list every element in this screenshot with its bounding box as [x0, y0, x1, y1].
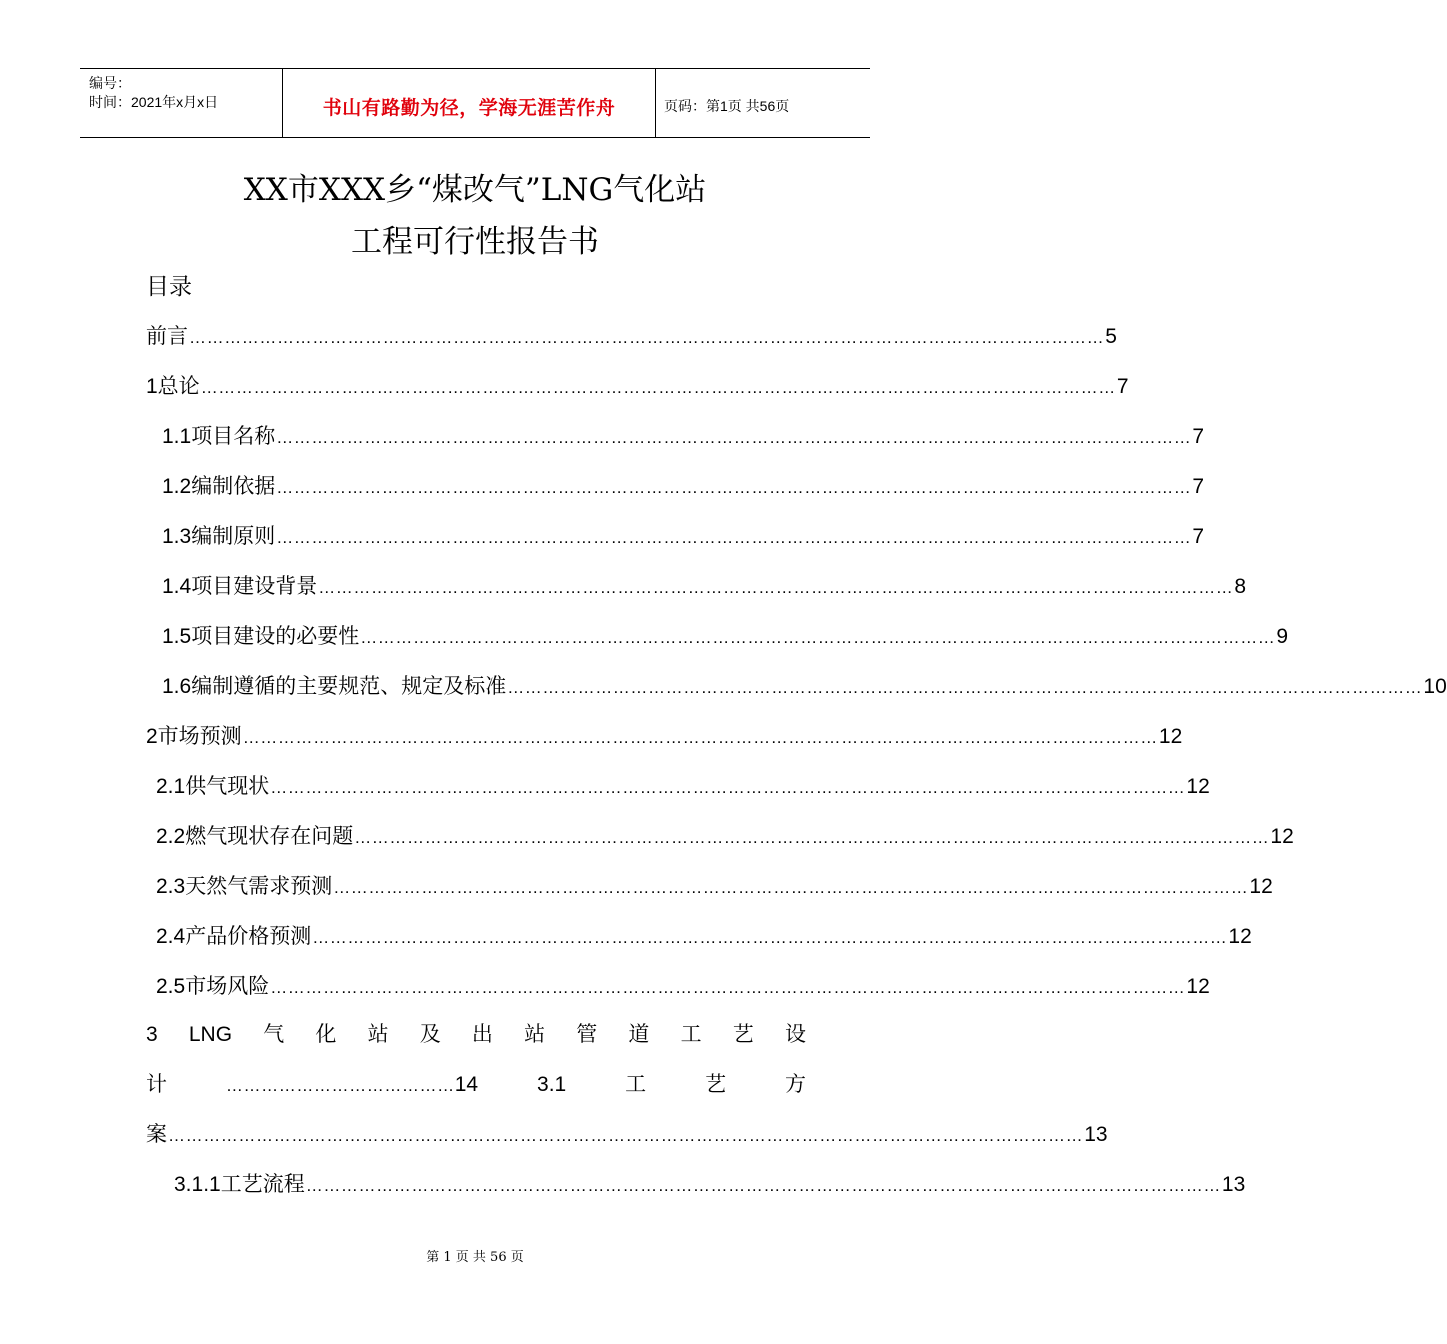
toc-entry-page: 7: [1192, 425, 1205, 448]
toc-char: 气: [263, 1022, 285, 1046]
toc-leader-dots: …………………………………………………………………………………………………………………………………………: [270, 778, 1186, 797]
code-label: 编号：: [89, 75, 131, 91]
document-title-line1: XX市XXX乡“煤改气”LNG气化站: [243, 172, 707, 208]
toc-entry-label: 2.5市场风险: [156, 975, 270, 998]
toc-entry-page: 9: [1276, 625, 1289, 648]
toc-heading: 目录: [146, 274, 192, 300]
toc-leader-dots: …………………………………………………………………………………………………………………………………………: [276, 528, 1192, 547]
toc-entry-page: 12: [1158, 725, 1183, 748]
toc-entry[interactable]: [162, 570, 1247, 600]
toc-entry-label: 1.1项目名称: [162, 425, 276, 448]
toc-entry-label: 1总论: [146, 375, 200, 398]
toc-char: 及: [419, 1022, 441, 1046]
toc-char: 化: [315, 1022, 337, 1046]
header-page-cell: [655, 69, 870, 137]
toc-entry[interactable]: [146, 720, 1183, 750]
toc-entry-label: 1.3编制原则: [162, 525, 276, 548]
toc-leader-dots: …………………………………………………………………………………………………………………………………………: [242, 728, 1158, 747]
toc-entry[interactable]: [146, 1118, 1108, 1148]
toc-entry-page: 7: [1116, 375, 1129, 398]
toc-entry-label: 2.2燃气现状存在问题: [156, 825, 354, 848]
toc-entry-label: 1.6编制遵循的主要规范、规定及标准: [162, 675, 507, 698]
toc-entry-page: 14: [454, 1073, 479, 1096]
toc-char: 3.1: [537, 1073, 567, 1096]
toc-entry-page: 12: [1186, 975, 1210, 998]
toc-char: 方: [784, 1072, 806, 1096]
toc-leader-dots: …………………………………………………………………………………………………………………………………………: [507, 678, 1423, 697]
toc-entry[interactable]: [156, 820, 1294, 850]
time-label: 时间：2021年x月x日: [89, 94, 219, 110]
toc-char: 艺: [705, 1072, 727, 1096]
toc-entry-label: 2.3天然气需求预测: [156, 875, 333, 898]
toc-leader-dots: …………………………………: [225, 1076, 455, 1095]
toc-char: 设: [784, 1022, 806, 1046]
toc-entry-label: 前言: [146, 325, 188, 348]
toc-char: 3: [146, 1023, 158, 1046]
page-footer: 第 1 页 共 56 页: [426, 1250, 524, 1265]
toc-entry[interactable]: [156, 970, 1210, 1000]
toc-entry-page: 10: [1423, 675, 1447, 698]
toc-char: 道: [628, 1022, 650, 1046]
toc-entry[interactable]: [162, 670, 1447, 700]
toc-char: 站: [524, 1022, 546, 1046]
toc-leader-dots: …………………………………………………………………………………………………………………………………………: [276, 478, 1192, 497]
page-info: 页码：第1页 共56页: [664, 98, 790, 114]
document-header: [80, 68, 870, 138]
toc-leader-dots: …………………………………………………………………………………………………………………………………………: [189, 328, 1105, 347]
toc-entry[interactable]: [146, 370, 1129, 400]
toc-char: 管: [576, 1022, 598, 1046]
toc-leader-dots: …………………………………………………………………………………………………………………………………………: [168, 1126, 1084, 1145]
toc-entry-page: 5: [1105, 325, 1117, 348]
toc-leader-dots: …………………………………………………………………………………………………………………………………………: [360, 628, 1276, 647]
toc-entry-wrapped-line1[interactable]: [146, 1018, 806, 1048]
toc-entry[interactable]: [156, 920, 1252, 950]
toc-entry[interactable]: [162, 420, 1205, 450]
toc-char: 艺: [732, 1022, 754, 1046]
toc-entry[interactable]: [162, 520, 1205, 550]
toc-entry-page: 12: [1270, 825, 1294, 848]
toc-entry-label: 1.4项目建设背景: [162, 575, 318, 598]
toc-entry-page: 13: [1221, 1173, 1246, 1196]
toc-entry-label: 1.2编制依据: [162, 475, 276, 498]
toc-char: 工: [680, 1022, 702, 1046]
toc-leader-dots: …………………………………………………………………………………………………………………………………………: [276, 428, 1192, 447]
toc-char: LNG: [188, 1023, 233, 1046]
document-title-line2: 工程可行性报告书: [351, 224, 599, 260]
toc-leader-dots: …………………………………………………………………………………………………………………………………………: [354, 828, 1270, 847]
toc-entry-label: 2.4产品价格预测: [156, 925, 312, 948]
toc-entry-page: 12: [1249, 875, 1273, 898]
toc-entry[interactable]: [156, 770, 1210, 800]
motto-text: 书山有路勤为径，学海无涯苦作舟: [322, 97, 616, 119]
toc-entry-page: 7: [1192, 475, 1205, 498]
header-meta-cell: [80, 69, 282, 137]
toc-entry-page: 12: [1228, 925, 1252, 948]
toc-entry-page: 8: [1234, 575, 1247, 598]
toc-char: 案: [146, 1123, 167, 1146]
toc-entry-label: 3.1.1工艺流程: [174, 1173, 305, 1196]
toc-entry-label: 2市场预测: [146, 725, 242, 748]
toc-leader-dots: …………………………………………………………………………………………………………………………………………: [305, 1176, 1221, 1195]
toc-entry-label: 2.1供气现状: [156, 775, 270, 798]
toc-entry[interactable]: [174, 1168, 1246, 1198]
toc-entry[interactable]: [162, 470, 1205, 500]
toc-char: 出: [471, 1022, 493, 1046]
toc-char: 工: [625, 1072, 647, 1096]
header-motto-cell: [282, 69, 656, 137]
toc-entry[interactable]: [146, 320, 1117, 350]
toc-entry-wrapped-line2[interactable]: [146, 1068, 806, 1098]
toc-leader-dots: …………………………………………………………………………………………………………………………………………: [270, 978, 1186, 997]
toc-char: 站: [367, 1022, 389, 1046]
toc-entry[interactable]: [156, 870, 1273, 900]
toc-leader-dots: …………………………………………………………………………………………………………………………………………: [333, 878, 1249, 897]
toc-leader-dots: …………………………………………………………………………………………………………………………………………: [200, 378, 1116, 397]
toc-entry[interactable]: [162, 620, 1289, 650]
toc-entry-page: 7: [1192, 525, 1205, 548]
toc-char: 计: [146, 1072, 167, 1096]
toc-entry-page: 13: [1084, 1123, 1108, 1146]
toc-entry-page: 12: [1186, 775, 1210, 798]
toc-entry-label: 1.5项目建设的必要性: [162, 625, 360, 648]
toc-leader-dots: …………………………………………………………………………………………………………………………………………: [312, 928, 1228, 947]
toc-leader-dots: …………………………………………………………………………………………………………………………………………: [318, 578, 1234, 597]
